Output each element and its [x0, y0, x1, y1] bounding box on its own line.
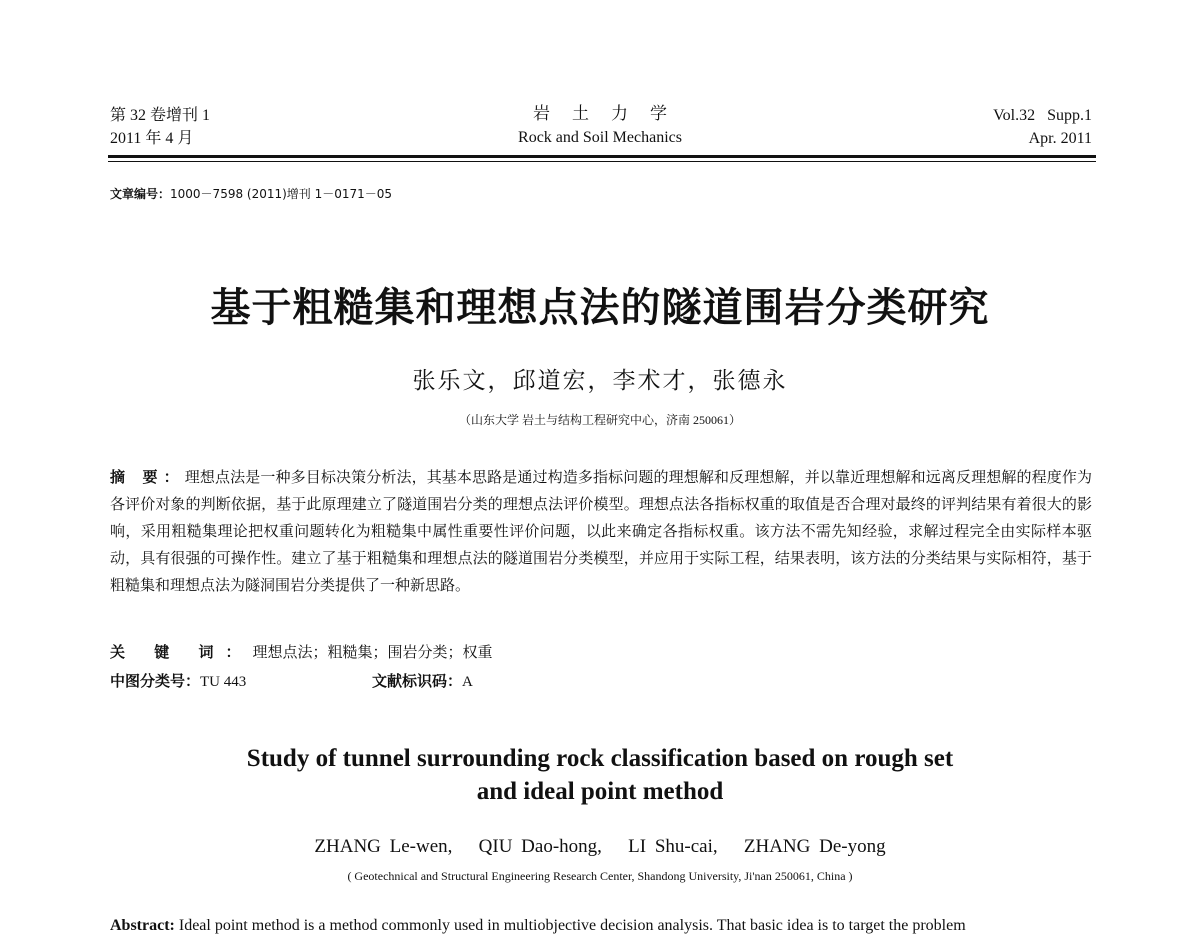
abstract-cn-label: 摘 要： [110, 468, 185, 486]
abstract-en-text: Ideal point method is a method commonly used in multiobjective decision analysis. That basic idea is to target the problem [174, 917, 966, 934]
affiliation-cn: （山东大学 岩土与结构工程研究中心，济南 250061） [458, 413, 741, 427]
document-code-cn-label: 文献标识码： [372, 672, 463, 690]
paper-title-cn: 基于粗糙集和理想点法的隧道围岩分类研究 [210, 285, 990, 331]
abstract-en [110, 915, 1100, 937]
classification-cn-label: 中图分类号： [110, 672, 201, 690]
keywords-cn [110, 640, 492, 665]
authors-en: ZHANG Le-wen, QIU Dao-hong, LI Shu-cai, ZHANG De-yong [314, 836, 886, 857]
paper-title-en-line2: and ideal point method [476, 778, 724, 805]
document-code-cn-value: A [462, 674, 473, 690]
classification-cn [110, 669, 246, 694]
affiliation-en: ( Geotechnical and Structural Engineering Research Center, Shandong University, Ji'nan 250061, China ) [347, 869, 853, 883]
date-cn: 2011 年 4 月 [110, 130, 194, 147]
header-rule-thin [108, 161, 1096, 162]
journal-name-cn: 岩土力学 [533, 104, 689, 123]
article-number [110, 185, 392, 202]
header-volume-date-en [993, 104, 1092, 150]
authors-cn: 张乐文，邱道宏，李术才，张德永 [412, 368, 788, 393]
journal-name-en: Rock and Soil Mechanics [518, 129, 682, 146]
header-rule-thick [108, 155, 1096, 158]
volume-en: Vol.32 Supp.1 [993, 107, 1092, 124]
abstract-en-label: Abstract: [110, 917, 175, 934]
classification-cn-value: TU 443 [200, 674, 247, 690]
keywords-cn-text: 理想点法；粗糙集；围岩分类；权重 [252, 645, 493, 661]
paper-title-en [0, 742, 1200, 808]
document-code-cn [372, 669, 473, 694]
paper-title-en-line1: Study of tunnel surrounding rock classification based on rough set [246, 745, 954, 772]
volume-cn: 第 32 卷增刊 1 [110, 107, 211, 124]
article-number-label: 文章编号： [110, 187, 171, 201]
abstract-cn-text: 理想点法是一种多目标决策分析法，其基本思路是通过构造多指标问题的理想解和反理想解，并以靠近理想解和远离反理想解的程度作为各评价对象的判断依据，基于此原理建立了隧道围岩分类的理想点法评价模型。理想点法各指标权重的取值是否合理对最终的评判结果有着很大的影响，采用粗糙集理论把权重问题转化为粗糙集中属性重要性评价问题，以此来确定各指标权重。该方法不需先知经验，求解过程完全由实际样本驱动，具有很强的可操作性。建立了基于粗糙集和理想点法的隧道围岩分类模型，并应用于实际工程，结果表明，该方法的分类结果与实际相符，基于粗糙集和理想点法为隧洞围岩分类提供了一种新思路。 [110, 470, 1092, 594]
abstract-cn [110, 464, 1092, 600]
keywords-cn-label: 关 键 词： [110, 643, 253, 661]
article-number-value: 1000－7598 (2011)增刊 1－0171－05 [170, 187, 393, 201]
date-en: Apr. 2011 [1028, 130, 1092, 147]
